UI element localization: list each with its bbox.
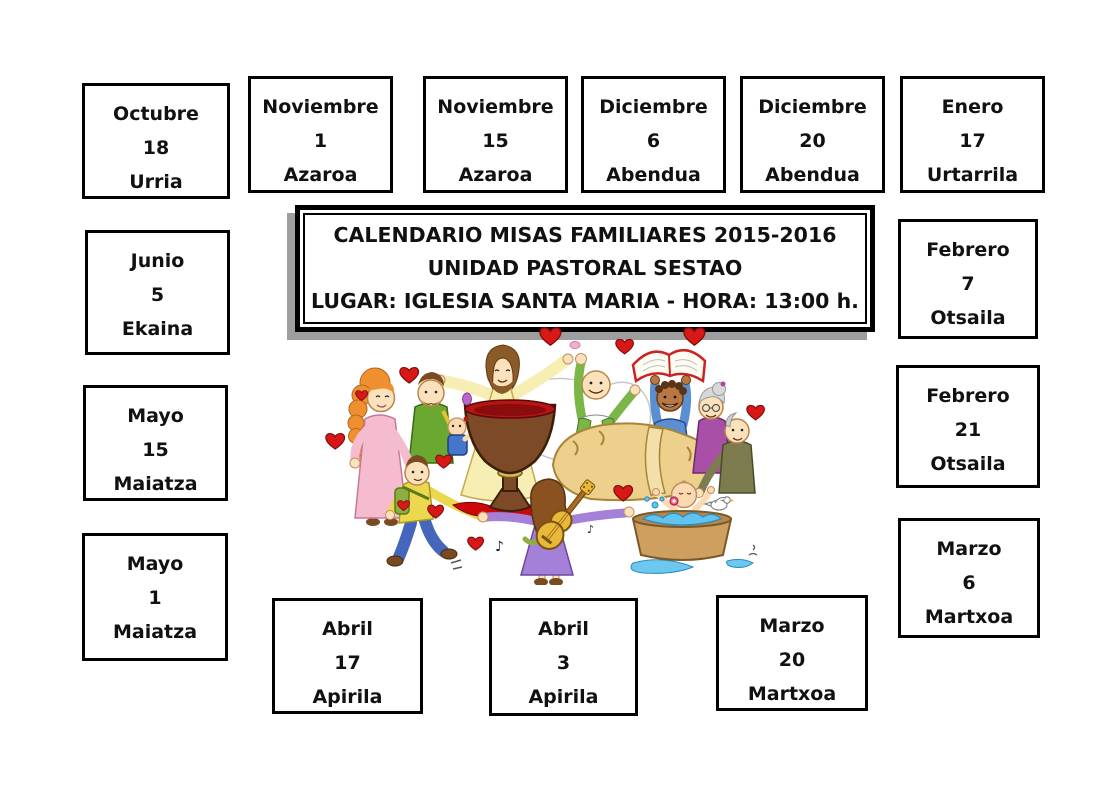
date-card-mayo-1 [82,533,228,661]
svg-text:♪: ♪ [587,523,595,536]
month-label: Marzo [759,615,825,637]
open-book-icon [633,350,705,381]
day-label: 20 [799,130,826,152]
grandparents-group [693,382,755,498]
basque-month-label: Abendua [606,164,701,186]
title-inner-frame [303,213,867,324]
petal [463,393,472,405]
day-label: 1 [313,130,328,152]
date-card-noviembre-1 [248,76,393,193]
basque-month-label: Otsaila [930,453,1006,475]
day-label: 17 [334,652,361,674]
month-label: Diciembre [599,96,708,118]
month-label: Abril [322,618,373,640]
date-card-diciembre-20 [740,76,885,193]
month-label: Enero [941,96,1004,118]
basque-month-label: Ekaina [121,318,194,340]
month-label: Noviembre [262,96,379,118]
date-card-enero-17 [900,76,1045,193]
basque-month-label: Apirila [528,686,599,708]
day-label: 6 [962,572,976,594]
day-label: 5 [150,284,165,306]
basque-month-label: Apirila [312,686,383,708]
basque-month-label: Urria [129,171,183,193]
date-card-junio-5 [85,230,230,355]
date-card-marzo-20 [716,595,868,711]
date-card-abril-3 [489,598,638,716]
month-label: Mayo [126,553,184,575]
month-label: Febrero [926,239,1010,261]
basque-month-label: Maiatza [113,473,198,495]
month-label: Diciembre [758,96,867,118]
basque-month-label: Azaroa [283,164,358,186]
basque-month-label: Martxoa [924,606,1014,628]
dove-icon [705,497,734,510]
day-label: 15 [142,439,169,461]
poster-location-time: LUGAR: IGLESIA SANTA MARIA - HORA: 13:00 h. [311,289,859,313]
month-label: Mayo [127,405,184,427]
day-label: 6 [646,130,661,152]
month-label: Octubre [113,103,199,125]
day-label: 20 [778,649,806,671]
title-box [295,205,875,332]
mass-families-illustration [303,323,785,585]
day-label: 3 [556,652,571,674]
date-card-diciembre-6 [581,76,726,193]
day-label: 15 [482,130,509,152]
date-card-febrero-7 [898,219,1038,339]
date-card-mayo-15 [83,385,228,501]
svg-text:♪: ♪ [495,539,504,555]
day-label: 1 [148,587,162,609]
basque-month-label: Maiatza [112,621,198,643]
date-card-marzo-6 [898,518,1040,638]
poster-subtitle: UNIDAD PASTORAL SESTAO [427,256,743,280]
basque-month-label: Abendua [765,164,860,186]
poster-title: CALENDARIO MISAS FAMILIARES 2015-2016 [333,223,837,247]
date-card-abril-17 [272,598,423,714]
month-label: Febrero [926,385,1010,407]
day-label: 17 [959,130,986,152]
basque-month-label: Urtarrila [926,164,1019,186]
petal [570,342,580,349]
basque-month-label: Martxoa [747,683,837,705]
day-label: 7 [961,273,975,295]
month-label: Abril [538,618,589,640]
day-label: 18 [142,137,170,159]
date-card-octubre-18 [82,83,230,199]
month-label: Marzo [936,538,1002,560]
day-label: 21 [954,419,982,441]
basque-month-label: Otsaila [930,307,1006,329]
date-card-noviembre-15 [423,76,568,193]
month-label: Junio [130,250,185,272]
date-card-febrero-21 [896,365,1040,488]
month-label: Noviembre [437,96,554,118]
basque-month-label: Azaroa [458,164,533,186]
